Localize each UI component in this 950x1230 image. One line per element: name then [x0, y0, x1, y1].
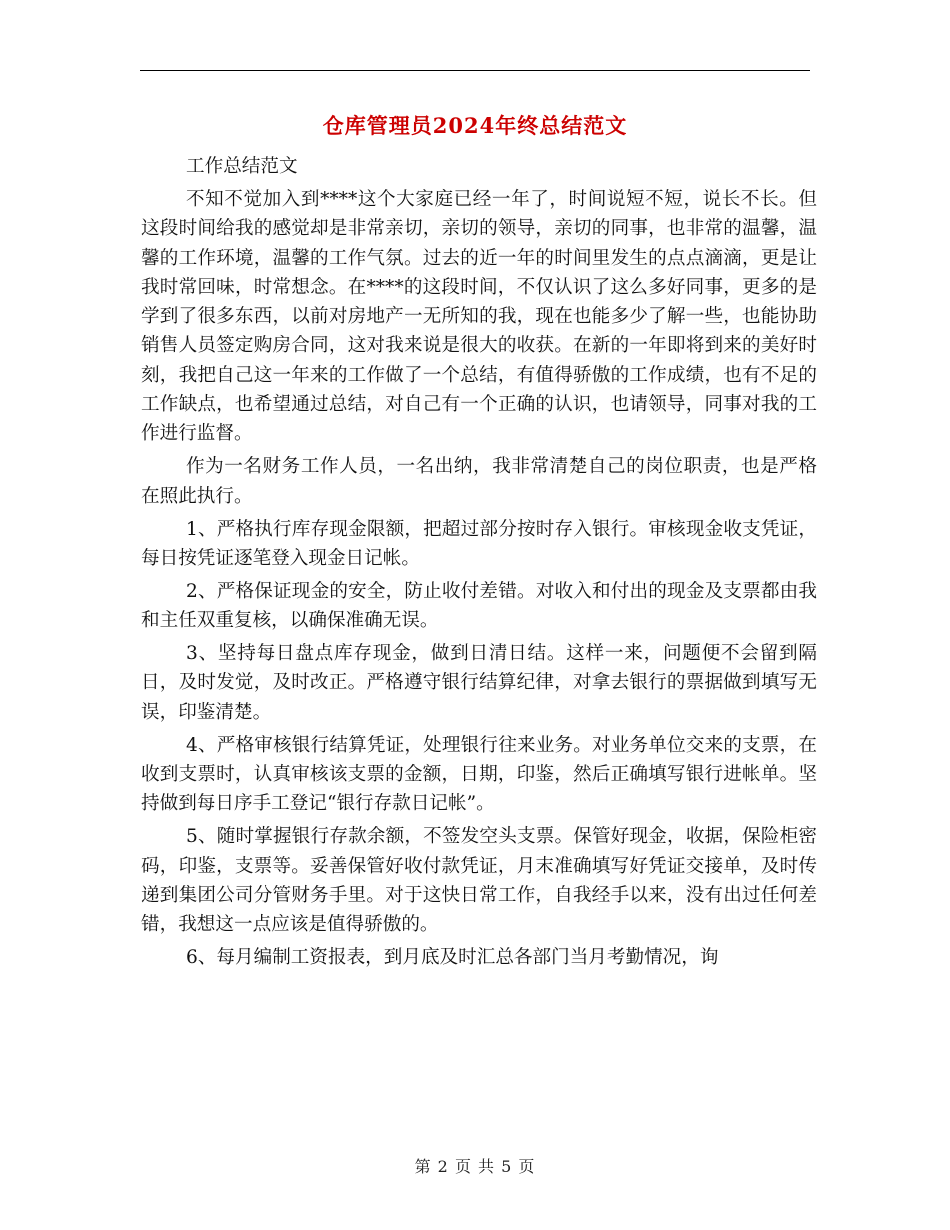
- paragraph-item-2: 2、严格保证现金的安全，防止收付差错。对收入和付出的现金及支票都由我和主任双重复核，以确保准确无误。: [141, 580, 817, 632]
- paragraph-item-4: 4、严格审核银行结算凭证，处理银行往来业务。对业务单位交来的支票，在收到支票时，认真审核该支票的金额，日期，印鉴，然后正确填写银行进帐单。坚持做到每日序手工登记“银行存款日记帐”。: [141, 734, 817, 815]
- paragraph-item-1: 1、严格执行库存现金限额，把超过部分按时存入银行。审核现金收支凭证，每日按凭证逐笔登入现金日记帐。: [141, 518, 817, 569]
- paragraph-subtitle: 工作总结范文: [186, 156, 298, 177]
- paragraph-item-6: 6、每月编制工资报表，到月底及时汇总各部门当月考勤情况，询: [186, 947, 719, 969]
- header-rule: [140, 70, 810, 71]
- paragraph-item-3: 3、坚持每日盘点库存现金，做到日清日结。这样一来，问题便不会留到隔日，及时发觉，及时改正。严格遵守银行结算纪律，对拿去银行的票据做到填写无误，印鉴清楚。: [141, 643, 817, 723]
- document-title: 仓库管理员2024年终总结范文: [322, 113, 628, 138]
- document-body: [141, 152, 817, 973]
- paragraph-intro: 不知不觉加入到****这个大家庭已经一年了，时间说短不短，说长不长。但这段时间给我的感觉却是非常亲切，亲切的领导，亲切的同事，也非常的温馨，温馨的工作环境，温馨的工作气氛。过去的近一年的时间里发生的点点滴滴，更是让我时常回味，时常想念。在****的这段时间，不仅认识了这么多好同事，更多的是学到了很多东西，以前对房地产一无所知的我，现在也能多少了解一些，也能协助销售人员签定购房合同，这对我来说是很大的收获。在新的一年即将到来的美好时刻，我把自己这一年来的工作做了一个总结，有值得骄傲的工作成绩，也有不足的工作缺点，也希望通过总结，对自己有一个正确的认识，也请领导，同事对我的工作进行监督。: [141, 188, 817, 445]
- paragraph-role: 作为一名财务工作人员，一名出纳，我非常清楚自己的岗位职责，也是严格在照此执行。: [141, 456, 817, 507]
- paragraph-item-5: 5、随时掌握银行存款余额，不签发空头支票。保管好现金，收据，保险柜密码，印鉴，支票等。妥善保管好收付款凭证，月末准确填写好凭证交接单，及时传递到集团公司分管财务手里。对于这快日常工作，自我经手以来，没有出过任何差错，我想这一点应该是值得骄傲的。: [141, 826, 817, 936]
- page-number-footer: 第 2 页 共 5 页: [414, 1157, 536, 1176]
